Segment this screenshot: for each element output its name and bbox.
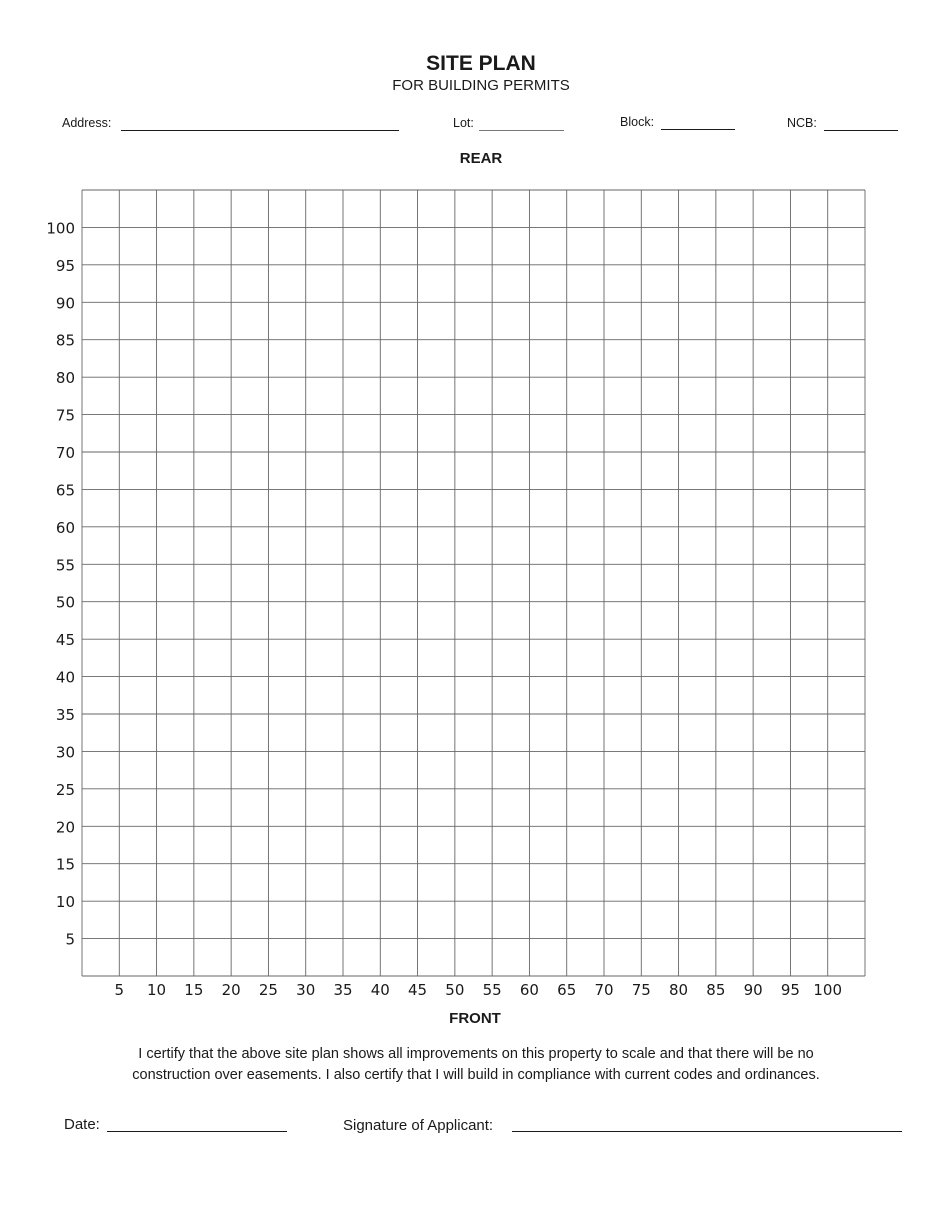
y-tick-label: 15 xyxy=(55,855,75,874)
y-tick-label: 65 xyxy=(55,481,75,500)
y-axis-labels xyxy=(46,219,75,948)
x-tick-label: 15 xyxy=(184,981,204,999)
y-tick-label: 25 xyxy=(55,780,75,799)
x-tick-label: 25 xyxy=(258,981,278,999)
y-tick-label: 95 xyxy=(55,256,75,275)
x-tick-label: 70 xyxy=(594,981,614,999)
x-tick-label: 40 xyxy=(370,981,390,999)
x-tick-label: 5 xyxy=(114,981,125,999)
y-tick-label: 20 xyxy=(55,818,75,837)
x-tick-label: 50 xyxy=(445,981,465,999)
date-label: Date: xyxy=(64,1116,100,1133)
x-tick-label: 75 xyxy=(631,981,651,999)
x-tick-label: 45 xyxy=(408,981,428,999)
y-tick-label: 80 xyxy=(55,369,75,388)
x-tick-label: 65 xyxy=(557,981,577,999)
x-tick-label: 85 xyxy=(706,981,726,999)
x-tick-label: 60 xyxy=(519,981,539,999)
y-tick-label: 85 xyxy=(55,331,75,350)
x-tick-label: 90 xyxy=(743,981,763,999)
ncb-label: NCB: xyxy=(787,116,817,130)
y-tick-label: 45 xyxy=(55,631,75,650)
y-tick-label: 75 xyxy=(55,406,75,425)
y-tick-label: 70 xyxy=(55,444,75,462)
rear-label: REAR xyxy=(459,150,503,167)
y-tick-label: 10 xyxy=(55,893,75,912)
x-tick-label: 55 xyxy=(482,981,502,999)
x-tick-label: 30 xyxy=(296,981,316,999)
front-label: FRONT xyxy=(449,1010,501,1027)
y-tick-label: 50 xyxy=(55,593,75,612)
y-tick-label: 60 xyxy=(55,518,75,537)
x-tick-label: 35 xyxy=(333,981,353,999)
x-tick-label: 100 xyxy=(813,981,843,999)
form-title: SITE PLAN xyxy=(426,52,536,75)
signature-field[interactable] xyxy=(512,1131,902,1132)
x-tick-label: 80 xyxy=(669,981,689,999)
grid-lines xyxy=(82,190,865,976)
y-tick-label: 100 xyxy=(46,219,75,238)
block-label: Block: xyxy=(620,115,655,129)
certification-line-1: I certify that the above site plan shows all improvements on this property to scale and that there will be no xyxy=(138,1046,814,1062)
y-tick-label: 5 xyxy=(65,930,75,949)
x-axis-labels xyxy=(115,981,843,999)
x-tick-label: 95 xyxy=(780,981,800,999)
address-label: Address: xyxy=(62,116,112,130)
y-tick-label: 55 xyxy=(55,556,75,575)
certification-line-2: construction over easements. I also certify that I will build in compliance with current codes and ordinances. xyxy=(132,1067,820,1083)
y-tick-label: 90 xyxy=(55,294,75,313)
y-tick-label: 40 xyxy=(55,668,75,687)
lot-label: Lot: xyxy=(453,116,474,130)
y-tick-label: 35 xyxy=(55,706,75,724)
form-subtitle: FOR BUILDING PERMITS xyxy=(392,77,570,94)
date-field[interactable] xyxy=(107,1131,287,1132)
x-tick-label: 10 xyxy=(147,981,167,999)
x-tick-label: 20 xyxy=(221,981,241,999)
y-tick-label: 30 xyxy=(55,743,75,762)
signature-label: Signature of Applicant: xyxy=(343,1117,494,1134)
